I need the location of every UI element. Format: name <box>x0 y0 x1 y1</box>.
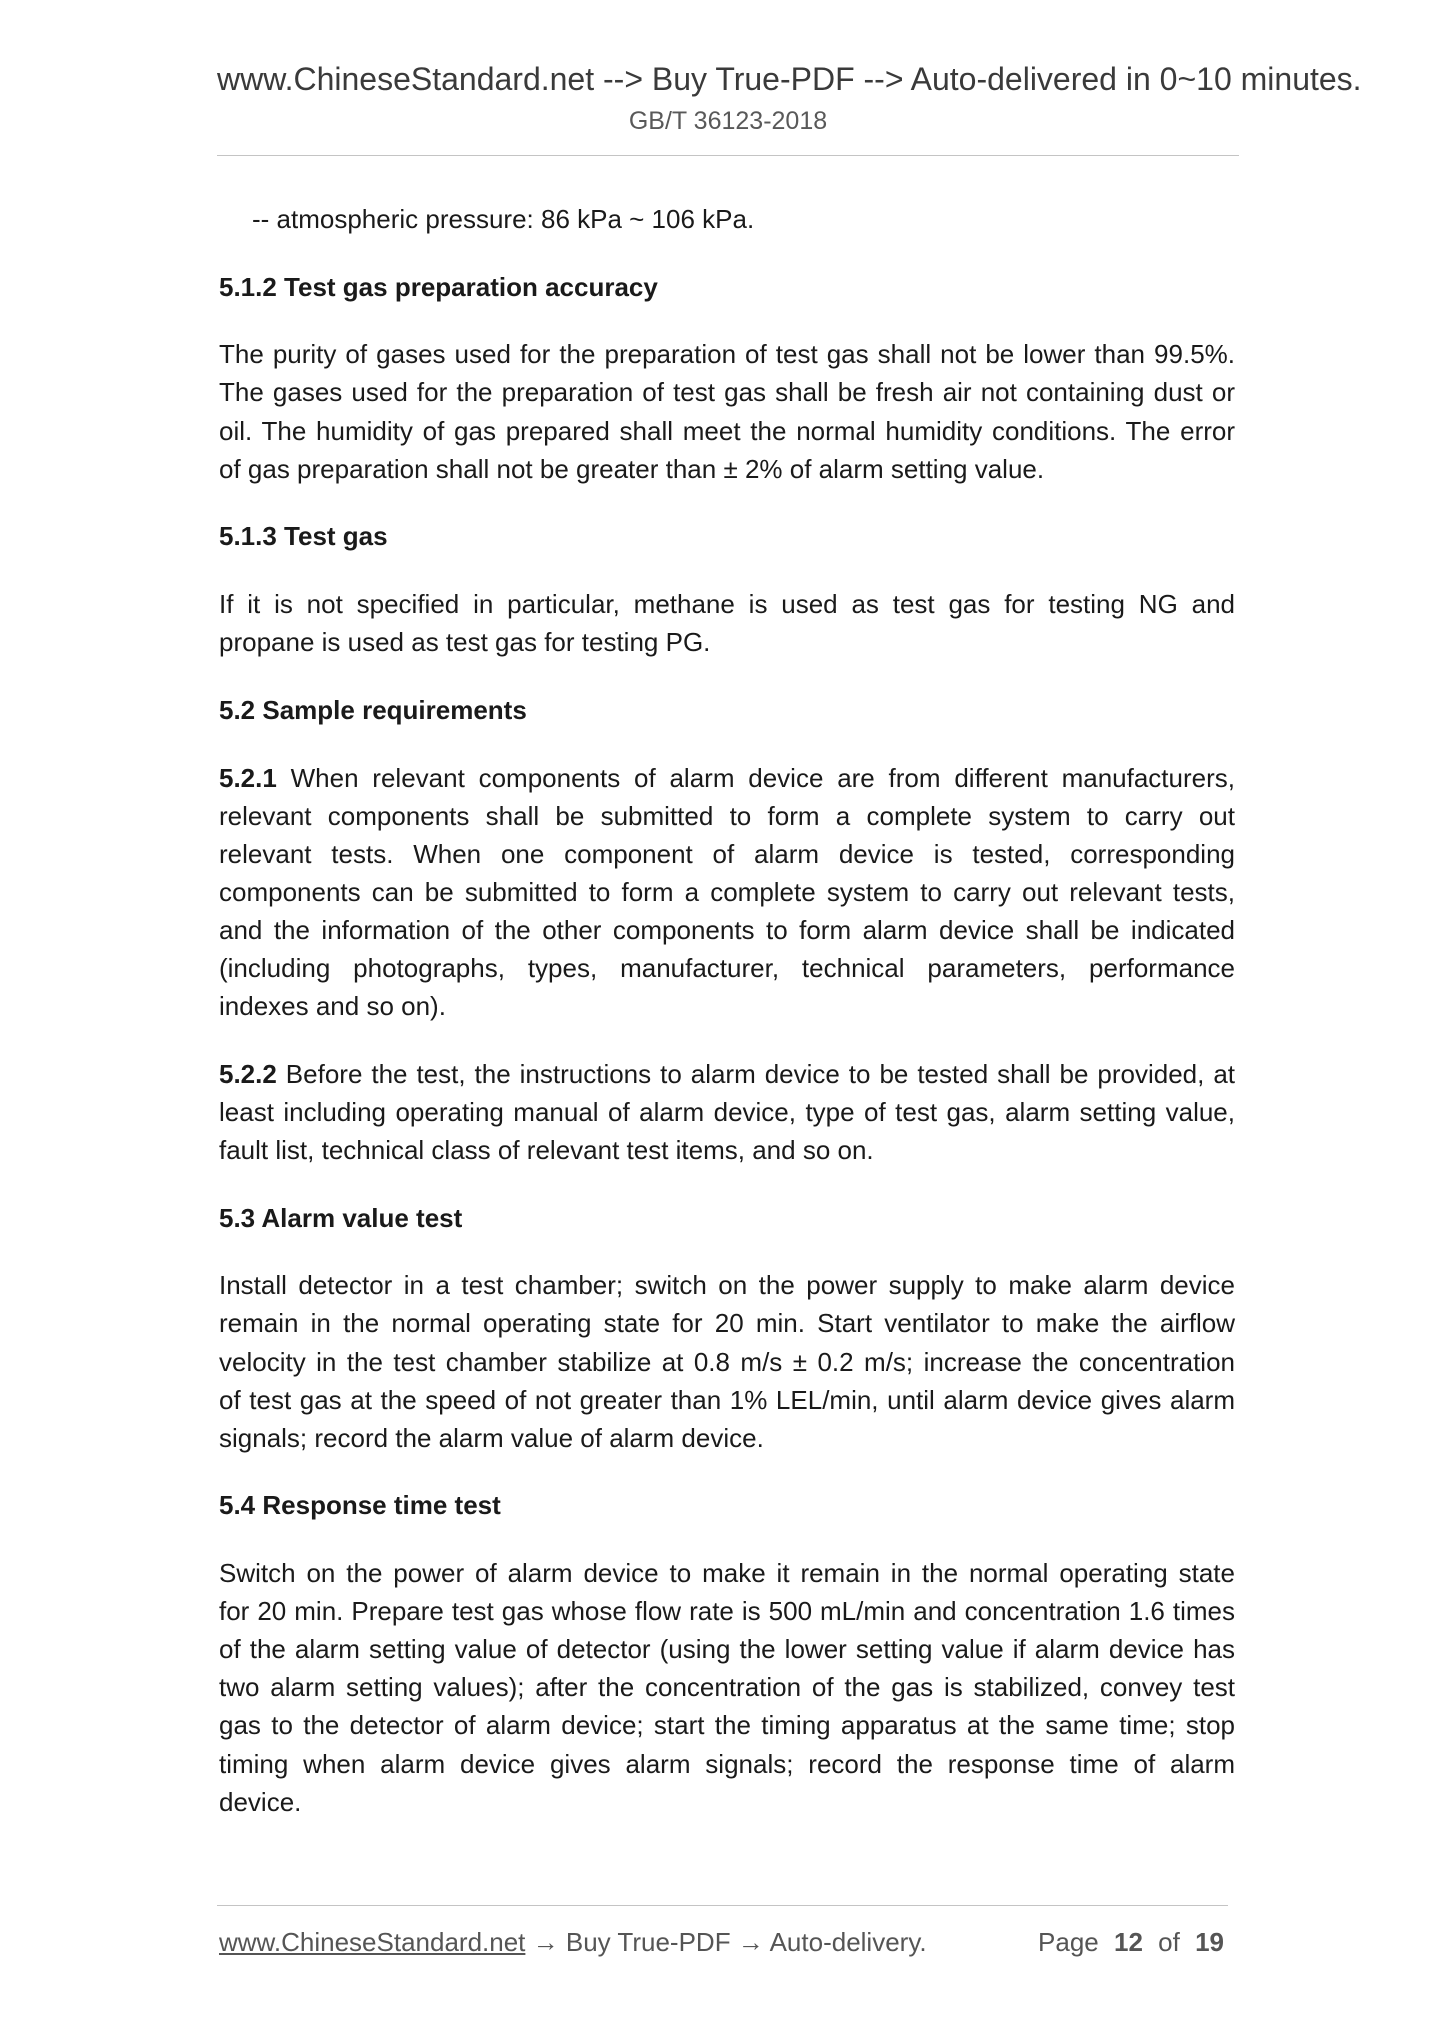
paragraph-line: components can be submitted to form a complete system to carry out relevant tests, <box>219 876 1235 907</box>
paragraph-line: oil. The humidity of gas prepared shall meet the normal humidity conditions. The error <box>219 415 1235 446</box>
footer-tagline <box>219 1925 927 1959</box>
page-total: 19 <box>1195 1927 1224 1957</box>
paragraph-line: signals; record the alarm value of alarm device. <box>219 1422 764 1453</box>
header-site-line: www.ChineseStandard.net --> Buy True-PDF --> Auto-delivered in 0~10 minutes. <box>217 61 1362 97</box>
heading-5-2: 5.2 Sample requirements <box>219 694 527 725</box>
paragraph-line: propane is used as test gas for testing PG. <box>219 627 711 658</box>
paragraph-line: two alarm setting values); after the concentration of the gas is stabilized, convey test <box>219 1672 1235 1703</box>
paragraph-line: Switch on the power of alarm device to make it remain in the normal operating state <box>219 1558 1235 1589</box>
clause-number-5-2-1: 5.2.1 <box>219 762 277 793</box>
paragraph-line: (including photographs, types, manufacturer, technical parameters, performance <box>219 952 1235 983</box>
paragraph-line: device. <box>219 1786 302 1817</box>
paragraph-line-text: Before the test, the instructions to alarm device to be tested shall be provided, at <box>285 1058 1236 1089</box>
section-heading-5-4 <box>219 1486 1235 1524</box>
footer-divider <box>217 1905 1228 1906</box>
paragraph-line: of test gas at the speed of not greater than 1% LEL/min, until alarm device gives alarm <box>219 1384 1235 1415</box>
paragraph-line: relevant tests. When one component of alarm device is tested, corresponding <box>219 838 1235 869</box>
page-label: Page <box>1038 1927 1099 1957</box>
page-header <box>217 0 1362 156</box>
list-item-block <box>219 200 1235 238</box>
header-divider <box>217 155 1239 156</box>
paragraph-line: If it is not specified in particular, methane is used as test gas for testing NG and <box>219 589 1235 620</box>
heading-5-1-2: 5.1.2 Test gas preparation accuracy <box>219 271 658 302</box>
paragraph-line-text: When relevant components of alarm device are from different manufacturers, <box>290 762 1235 793</box>
paragraph-5-1-2 <box>219 335 1235 487</box>
footer-site-link[interactable]: www.ChineseStandard.net <box>219 1927 526 1957</box>
section-heading-5-1-3 <box>219 517 1235 555</box>
paragraph-line: relevant components shall be submitted to form a complete system to carry out <box>219 800 1235 831</box>
paragraph-line: indexes and so on). <box>219 991 446 1022</box>
paragraph-line: gas to the detector of alarm device; start the timing apparatus at the same time; stop <box>219 1710 1235 1741</box>
paragraph-line: remain in the normal operating state for 20 min. Start ventilator to make the airflow <box>219 1308 1235 1339</box>
paragraph-line: for 20 min. Prepare test gas whose flow rate is 500 mL/min and concentration 1.6 times <box>219 1596 1235 1627</box>
paragraph-line: of the alarm setting value of detector (using the lower setting value if alarm device has <box>219 1634 1235 1665</box>
paragraph-line: timing when alarm device gives alarm signals; record the response time of alarm <box>219 1748 1235 1779</box>
heading-5-4: 5.4 Response time test <box>219 1490 501 1521</box>
header-doc-code: GB/T 36123-2018 <box>628 107 828 135</box>
paragraph-line: Install detector in a test chamber; switch on the power supply to make alarm device <box>219 1270 1235 1301</box>
paragraph-5-2-2 <box>219 1055 1235 1169</box>
paragraph-line: velocity in the test chamber stabilize at 0.8 m/s ± 0.2 m/s; increase the concentration <box>219 1346 1235 1377</box>
list-item-atmospheric-pressure: -- atmospheric pressure: 86 kPa ~ 106 kPa. <box>252 204 755 234</box>
paragraph-5-2-1 <box>219 759 1235 1026</box>
paragraph-line: of gas preparation shall not be greater than ± 2% of alarm setting value. <box>219 453 1045 484</box>
clause-number-5-2-2: 5.2.2 <box>219 1058 277 1089</box>
heading-5-3: 5.3 Alarm value test <box>219 1202 463 1233</box>
page-of-label: of <box>1158 1927 1180 1957</box>
footer-tagline-text: → Buy True-PDF → Auto-delivery. <box>532 1927 927 1957</box>
heading-5-1-3: 5.1.3 Test gas <box>219 521 388 552</box>
paragraph-line <box>219 759 1235 797</box>
paragraph-line: The gases used for the preparation of test gas shall be fresh air not containing dust or <box>219 377 1235 408</box>
paragraph-line: least including operating manual of alarm device, type of test gas, alarm setting value, <box>219 1096 1235 1127</box>
page-current: 12 <box>1114 1927 1143 1957</box>
paragraph-5-1-3 <box>219 585 1235 661</box>
page-indicator <box>1038 1925 1224 1959</box>
paragraph-line: and the information of the other components to form alarm device shall be indicated <box>219 914 1235 945</box>
paragraph-line: fault list, technical class of relevant test items, and so on. <box>219 1134 874 1165</box>
section-heading-5-1-2 <box>219 268 1235 306</box>
paragraph-5-3 <box>219 1266 1235 1456</box>
document-body <box>219 200 1235 1821</box>
section-heading-5-2 <box>219 691 1235 729</box>
paragraph-line: The purity of gases used for the preparation of test gas shall not be lower than 99.5%. <box>219 339 1235 370</box>
section-heading-5-3 <box>219 1199 1235 1237</box>
paragraph-line <box>219 1055 1235 1093</box>
paragraph-5-4 <box>219 1554 1235 1821</box>
